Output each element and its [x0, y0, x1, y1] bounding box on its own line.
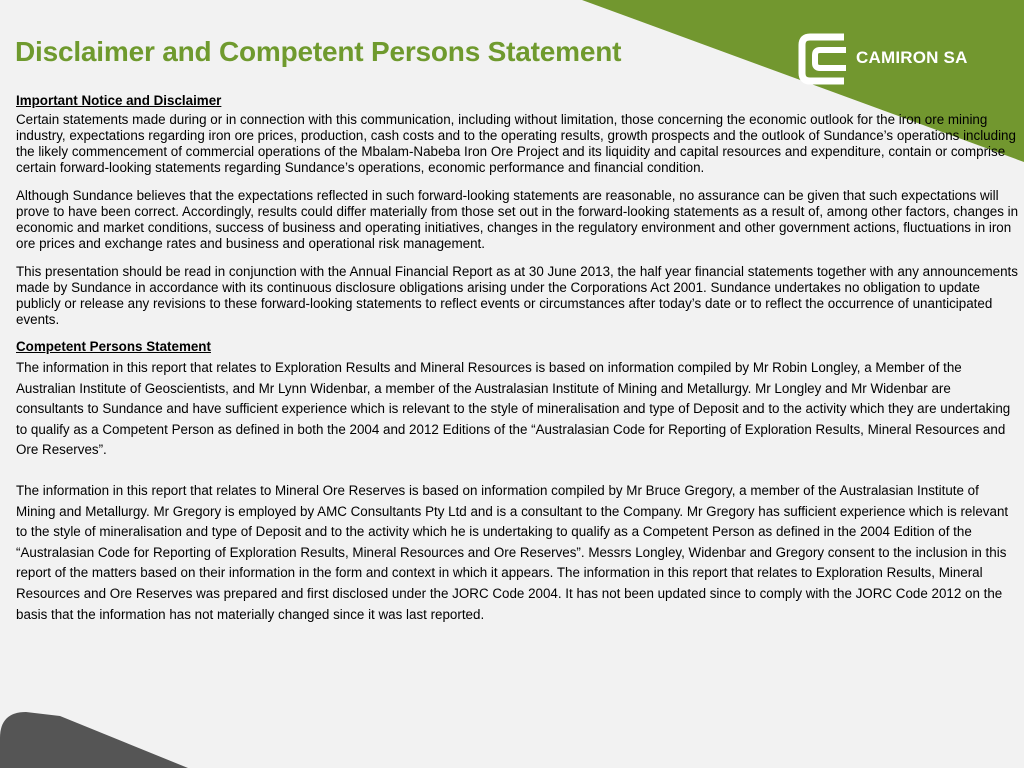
competent-paragraph-2: The information in this report that relates to Mineral Ore Reserves is based on information compiled by Mr Bruce Gregory, a member of the Australasian Institute of Mining and Metallurgy. Mr Gregory is employed by AMC Consultants Pty Ltd and is a consultant to the Company. Mr Gregory has sufficient experience which is relevant to the style of mineralisation and type of Deposit and to the activity which he is undertaking to qualify as a Competent Person as defined in the 2004 Edition of the “Australasian Code for Reporting of Exploration Results, Mineral Resources and Ore Reserves”. Messrs Longley, Widenbar and Gregory consent to the inclusion in this report of the matters based on their information in the form and context in which it appears. The information in this report that relates to Exploration Results, Mineral Resources and Ore Reserves was prepared and first disclosed under the JORC Code 2004. It has not been updated since to comply with the JORC Code 2012 on the basis that the information has not materially changed since it was last reported.: [16, 482, 1009, 622]
competent-paragraph-1: The information in this report that relates to Exploration Results and Mineral Resources is based on information compiled by Mr Robin Longley, a Member of the Australian Institute of Geoscientists, and Mr Lynn Widenbar, a member of the Australasian Institute of Mining and Metallurgy. Mr Longley and Mr Widenbar are consultants to Sundance and have sufficient experience which is relevant to the style of mineralisation and type of Deposit and to the activity which they are undertaking to qualify as a Competent Person as defined in both the 2004 and 2012 Editions of the “Australasian Code for Reporting of Exploration Results, Mineral Resources and Ore Reserves”.: [16, 360, 1011, 458]
notice-paragraph-3: This presentation should be read in conjunction with the Annual Financial Report as at 30 June 2013, the half year financial statements together with any announcements made by Sundance in accordance with its continuous disclosure obligations arising under the Corporations Act 2001. Sundance undertakes no obligation to update publicly or release any revisions to these forward-looking statements to reflect events or circumstances after today’s date or to reflect the occurrence of unanticipated events.: [16, 264, 1018, 327]
notice-paragraph-1: Certain statements made during or in connection with this communication, including without limitation, those concerning the economic outlook for the iron ore mining industry, expectations regarding iron ore prices, production, cash costs and to the operating results, growth prospects and the outlook of Sundance’s operations including the likely commencement of commercial operations of the Mbalam-Nabeba Iron Ore Project and its liquidity and capital resources and expenditure, contain or comprise certain forward-looking statements regarding Sundance’s operations, economic performance and financial condition.: [16, 112, 1016, 175]
dark-corner-shape: [0, 712, 188, 768]
notice-paragraph-2: Although Sundance believes that the expectations reflected in such forward-looking statements are reasonable, no assurance can be given that such expectations will prove to have been correct. Accordingly, results could differ materially from those set out in the forward-looking statements as a result of, among other factors, changes in economic and market conditions, success of business and operating initiatives, changes in the regulatory environment and other government actions, fluctuations in iron ore prices and exchange rates and business and operational risk management.: [16, 188, 1019, 251]
camiron-logo-icon: [798, 31, 850, 85]
page-title: Disclaimer and Competent Persons Statement: [15, 36, 622, 67]
competent-heading: Competent Persons Statement: [16, 339, 211, 354]
disclaimer-content: [16, 93, 1020, 625]
camiron-logo: [798, 30, 988, 86]
notice-heading: Important Notice and Disclaimer: [16, 93, 222, 108]
logo-text: CAMIRON SA: [856, 48, 968, 67]
